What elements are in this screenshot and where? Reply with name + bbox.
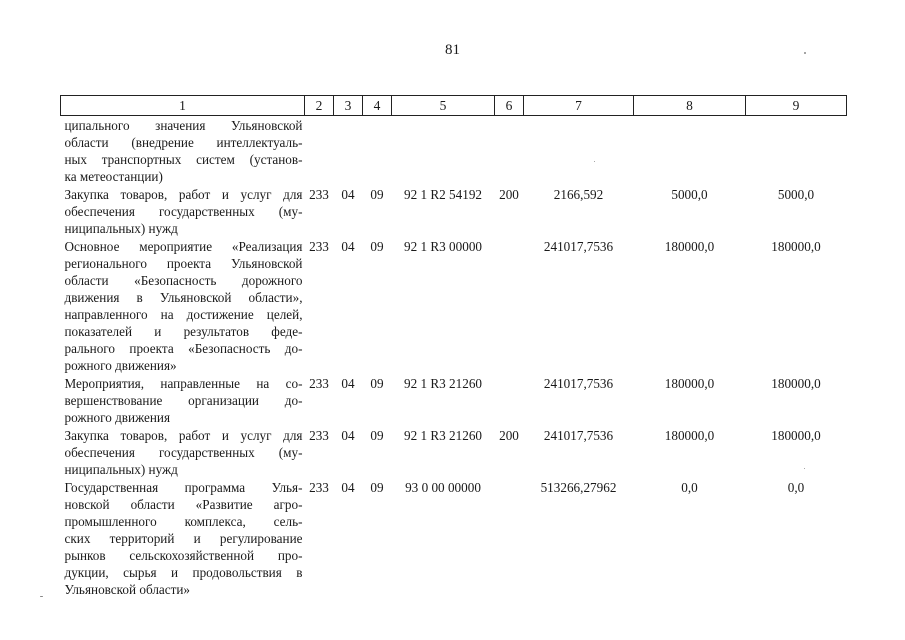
- amount-col9-cell: 5000,0: [777, 187, 815, 202]
- header-cell: 7: [524, 96, 634, 116]
- amount-col8-cell: 180000,0: [664, 239, 715, 254]
- table-row: [61, 478, 847, 598]
- amount-col7-cell: 241017,7536: [543, 239, 614, 254]
- page-number: 81: [445, 42, 460, 58]
- section-cell: 04: [341, 239, 355, 254]
- description-line: ниципальных) нужд: [64, 462, 178, 477]
- description-line: ка метеостанции): [64, 169, 163, 184]
- description-line: Основное мероприятие «Реализация: [64, 239, 303, 254]
- description-line: дукции, сырья и продовольствия в: [64, 565, 303, 580]
- target-article-cell: 93 0 00 00000: [405, 480, 481, 495]
- description-line: движения в Ульяновской области»,: [64, 290, 303, 305]
- section-cell: 04: [341, 428, 355, 443]
- section-cell: 04: [341, 480, 355, 495]
- description-line: новской области «Развитие агро-: [64, 497, 303, 512]
- description-line: области (внедрение интеллектуаль-: [64, 135, 303, 150]
- admin-code-cell: 233: [309, 239, 329, 254]
- amount-col7-cell: [524, 116, 634, 186]
- amount-col8-cell: 5000,0: [671, 187, 708, 202]
- amount-col8-cell: 180000,0: [664, 428, 715, 443]
- description-line: Закупка товаров, работ и услуг для: [64, 428, 303, 443]
- table-row: [61, 116, 847, 186]
- admin-code-cell: 233: [309, 376, 329, 391]
- amount-col7-cell: 241017,7536: [543, 376, 614, 391]
- description-line: рожного движения: [64, 410, 171, 425]
- subsection-cell: 09: [370, 376, 384, 391]
- header-cell: 3: [334, 96, 363, 116]
- expense-type-cell: 200: [499, 187, 519, 202]
- table-row: [61, 237, 847, 374]
- description-line: ных транспортных систем (установ-: [64, 152, 303, 167]
- header-cell: 1: [61, 96, 305, 116]
- description-line: промышленного комплекса, сель-: [64, 514, 303, 529]
- row-description: [61, 116, 305, 186]
- description-line: обеспечения государственных (му-: [64, 204, 303, 219]
- description-line: ниципальных) нужд: [64, 221, 178, 236]
- section-cell: 04: [341, 187, 355, 202]
- amount-col7-cell: 513266,27962: [540, 480, 617, 495]
- section-cell: 04: [341, 376, 355, 391]
- table-row: [61, 185, 847, 237]
- target-article-cell: 92 1 R3 21260: [403, 428, 483, 443]
- description-line: ципального значения Ульяновской: [64, 118, 303, 133]
- admin-code-cell: 233: [309, 480, 329, 495]
- description-line: вершенствование организации до-: [64, 393, 303, 408]
- subsection-cell: 09: [370, 480, 384, 495]
- description-line: рынков сельскохозяйственной про-: [64, 548, 303, 563]
- row-description: [61, 185, 305, 237]
- amount-col9-cell: 0,0: [787, 480, 805, 495]
- scan-speck: [40, 596, 43, 597]
- subsection-cell: [363, 116, 392, 186]
- amount-col8-cell: 180000,0: [664, 376, 715, 391]
- scan-speck: [804, 468, 805, 469]
- description-line: регионального проекта Ульяновской: [64, 256, 303, 271]
- subsection-cell: 09: [370, 239, 384, 254]
- target-article-cell: 92 1 R2 54192: [403, 187, 483, 202]
- table-body: [61, 116, 847, 599]
- description-line: области «Безопасность дорожного: [64, 273, 303, 288]
- description-line: показателей и результатов феде-: [64, 324, 303, 339]
- amount-col8-cell: [634, 116, 746, 186]
- header-cell: 5: [392, 96, 495, 116]
- description-line: Ульяновской области»: [64, 582, 191, 597]
- header-cell: 4: [363, 96, 392, 116]
- description-line: рального проекта «Безопасность до-: [64, 341, 303, 356]
- description-line: Мероприятия, направленные на со-: [64, 376, 303, 391]
- subsection-cell: 09: [370, 187, 384, 202]
- header-cell: 2: [305, 96, 334, 116]
- subsection-cell: 09: [370, 428, 384, 443]
- budget-table: [60, 95, 847, 598]
- target-article-cell: 92 1 R3 21260: [403, 376, 483, 391]
- table-row: [61, 426, 847, 478]
- amount-col9-cell: 180000,0: [771, 239, 821, 254]
- row-description: [61, 478, 305, 598]
- target-article-cell: 92 1 R3 00000: [403, 239, 483, 254]
- admin-code-cell: 233: [309, 428, 329, 443]
- amount-col9-cell: [746, 116, 847, 186]
- amount-col7-cell: 2166,592: [553, 187, 604, 202]
- amount-col9-cell: 180000,0: [771, 428, 821, 443]
- description-line: направленного на достижение целей,: [64, 307, 303, 322]
- table-header-row: [61, 96, 847, 116]
- expense-type-cell: 200: [499, 428, 519, 443]
- description-line: обеспечения государственных (му-: [64, 445, 303, 460]
- scan-speck: [594, 161, 595, 162]
- header-cell: 6: [495, 96, 524, 116]
- header-cell: 9: [746, 96, 847, 116]
- expense-type-cell: [495, 374, 524, 426]
- expense-type-cell: [495, 116, 524, 186]
- target-article-cell: [392, 116, 495, 186]
- row-description: [61, 374, 305, 426]
- expense-type-cell: [495, 237, 524, 374]
- admin-code-cell: [305, 116, 334, 186]
- admin-code-cell: 233: [309, 187, 329, 202]
- description-line: Закупка товаров, работ и услуг для: [64, 187, 303, 202]
- scan-speck: [804, 52, 806, 54]
- description-line: Государственная программа Улья-: [64, 480, 303, 495]
- amount-col8-cell: 0,0: [681, 480, 698, 495]
- expense-type-cell: [495, 478, 524, 598]
- header-cell: 8: [634, 96, 746, 116]
- table-row: [61, 374, 847, 426]
- description-line: ских территорий и регулирование: [64, 531, 303, 546]
- description-line: рожного движения»: [64, 358, 177, 373]
- section-cell: [334, 116, 363, 186]
- row-description: [61, 237, 305, 374]
- amount-col9-cell: 180000,0: [771, 376, 821, 391]
- row-description: [61, 426, 305, 478]
- amount-col7-cell: 241017,7536: [543, 428, 614, 443]
